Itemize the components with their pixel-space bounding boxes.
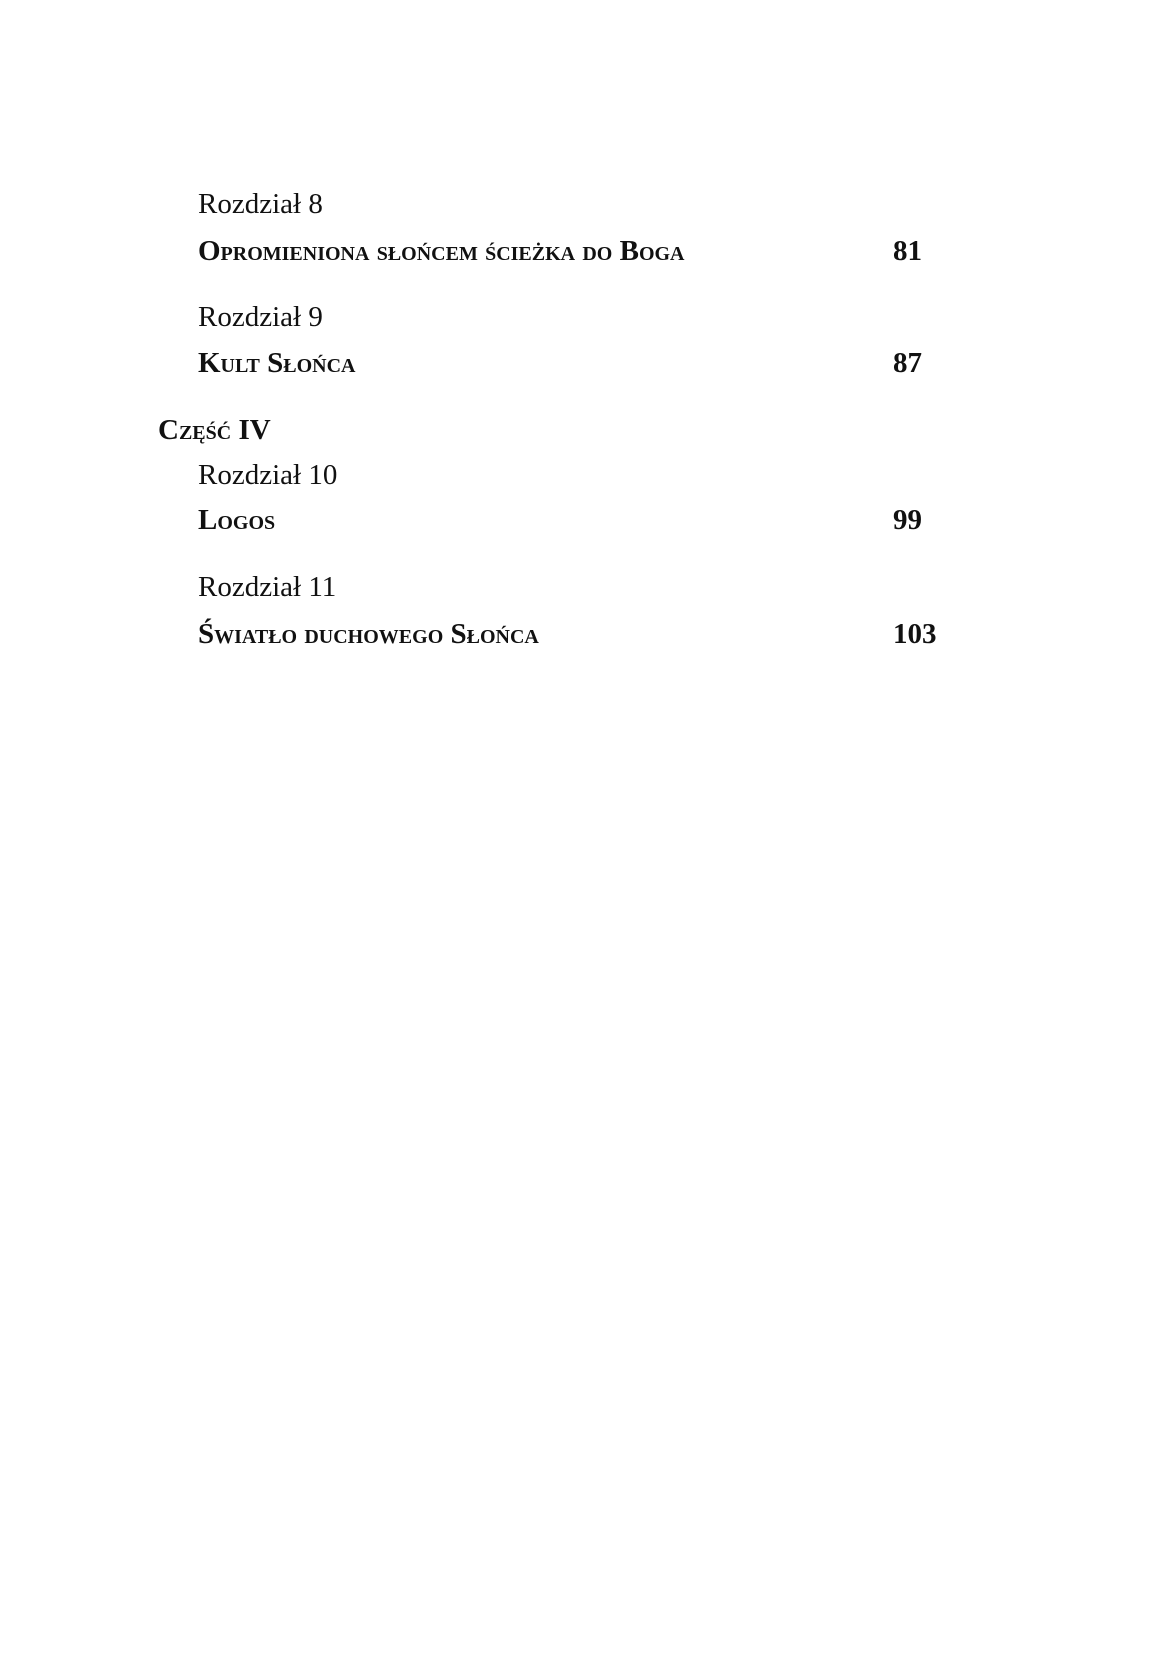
chapter-label-8: Rozdział 8: [198, 188, 323, 220]
chapter-label-9: Rozdział 9: [198, 301, 323, 333]
chapter-title-9: Kult Słońca: [198, 347, 356, 379]
page-number-11: 103: [893, 618, 937, 650]
chapter-title-11: Światło duchowego Słońca: [198, 618, 539, 650]
page-number-10: 99: [893, 504, 922, 536]
page-number-8: 81: [893, 235, 922, 267]
chapter-title-8: Opromieniona słońcem ścieżka do Boga: [198, 235, 685, 267]
chapter-label-10: Rozdział 10: [198, 459, 338, 491]
chapter-title-10: Logos: [198, 504, 276, 536]
part-title-4: Część IV: [158, 414, 271, 446]
chapter-label-11: Rozdział 11: [198, 571, 337, 603]
page-number-9: 87: [893, 347, 922, 379]
